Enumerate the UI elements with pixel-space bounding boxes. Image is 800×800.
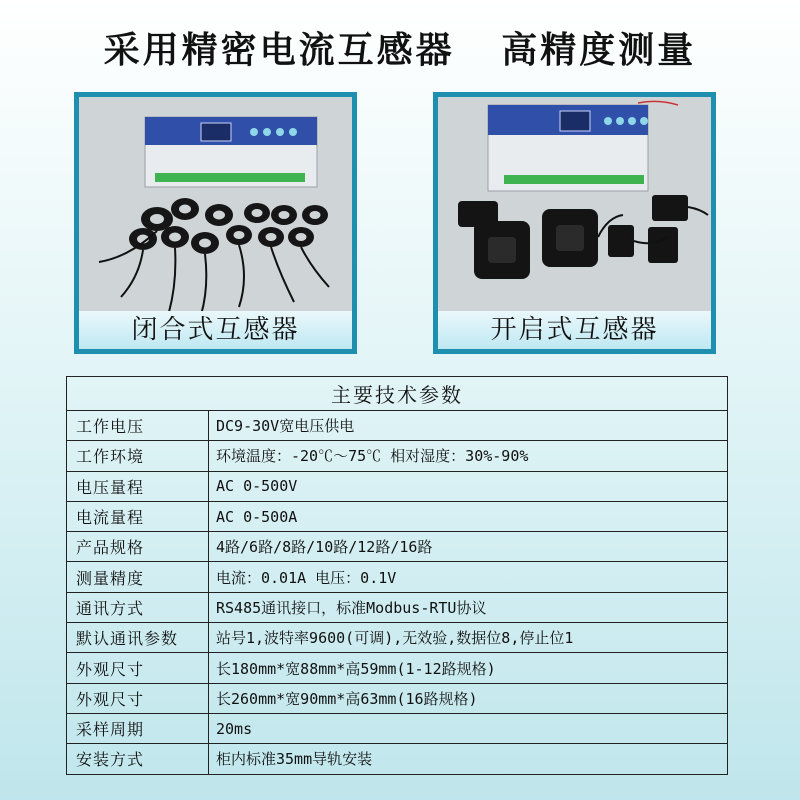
spec-table — [66, 376, 728, 775]
spec-row — [67, 501, 728, 531]
spec-row — [67, 683, 728, 713]
spec-value: 20ms — [209, 713, 728, 743]
spec-row — [67, 411, 728, 441]
spec-value: 长180mm*宽88mm*高59mm(1-12路规格) — [209, 653, 728, 683]
spec-row — [67, 471, 728, 501]
open-transformer-product-photo — [438, 97, 711, 319]
spec-row — [67, 744, 728, 774]
spec-label: 测量精度 — [67, 562, 209, 592]
spec-row — [67, 623, 728, 653]
spec-value: 长260mm*宽90mm*高63mm(16路规格) — [209, 683, 728, 713]
open-transformer-photo-card — [433, 92, 716, 354]
spec-label: 默认通讯参数 — [67, 623, 209, 653]
spec-row — [67, 441, 728, 471]
closed-transformer-caption: 闭合式互感器 — [79, 311, 352, 349]
spec-value: RS485通讯接口，标准Modbus-RTU协议 — [209, 592, 728, 622]
spec-value: 柜内标准35mm导轨安装 — [209, 744, 728, 774]
spec-label: 工作环境 — [67, 441, 209, 471]
spec-label: 通讯方式 — [67, 592, 209, 622]
spec-value: 站号1,波特率9600(可调),无效验,数据位8,停止位1 — [209, 623, 728, 653]
spec-label: 安装方式 — [67, 744, 209, 774]
closed-transformer-photo-card — [74, 92, 357, 354]
spec-label: 工作电压 — [67, 411, 209, 441]
spec-row — [67, 562, 728, 592]
open-transformer-caption: 开启式互感器 — [438, 311, 711, 349]
spec-row — [67, 653, 728, 683]
spec-value: DC9-30V宽电压供电 — [209, 411, 728, 441]
spec-row — [67, 713, 728, 743]
spec-row — [67, 532, 728, 562]
spec-value: 4路/6路/8路/10路/12路/16路 — [209, 532, 728, 562]
spec-table-header-row — [67, 377, 728, 411]
spec-value: 环境温度：-20℃～75℃ 相对湿度：30%-90% — [209, 441, 728, 471]
spec-table-title: 主要技术参数 — [67, 377, 728, 411]
headline — [0, 22, 800, 74]
spec-label: 采样周期 — [67, 713, 209, 743]
spec-row — [67, 592, 728, 622]
closed-transformer-product-photo — [79, 97, 352, 319]
spec-value: AC 0-500A — [209, 501, 728, 531]
spec-label: 电流量程 — [67, 501, 209, 531]
spec-label: 电压量程 — [67, 471, 209, 501]
spec-label: 外观尺寸 — [67, 653, 209, 683]
headline-right: 高精度测量 — [501, 30, 697, 71]
spec-value: AC 0-500V — [209, 471, 728, 501]
spec-value: 电流：0.01A 电压：0.1V — [209, 562, 728, 592]
headline-left: 采用精密电流互感器 — [103, 30, 455, 71]
spec-label: 产品规格 — [67, 532, 209, 562]
spec-label: 外观尺寸 — [67, 683, 209, 713]
